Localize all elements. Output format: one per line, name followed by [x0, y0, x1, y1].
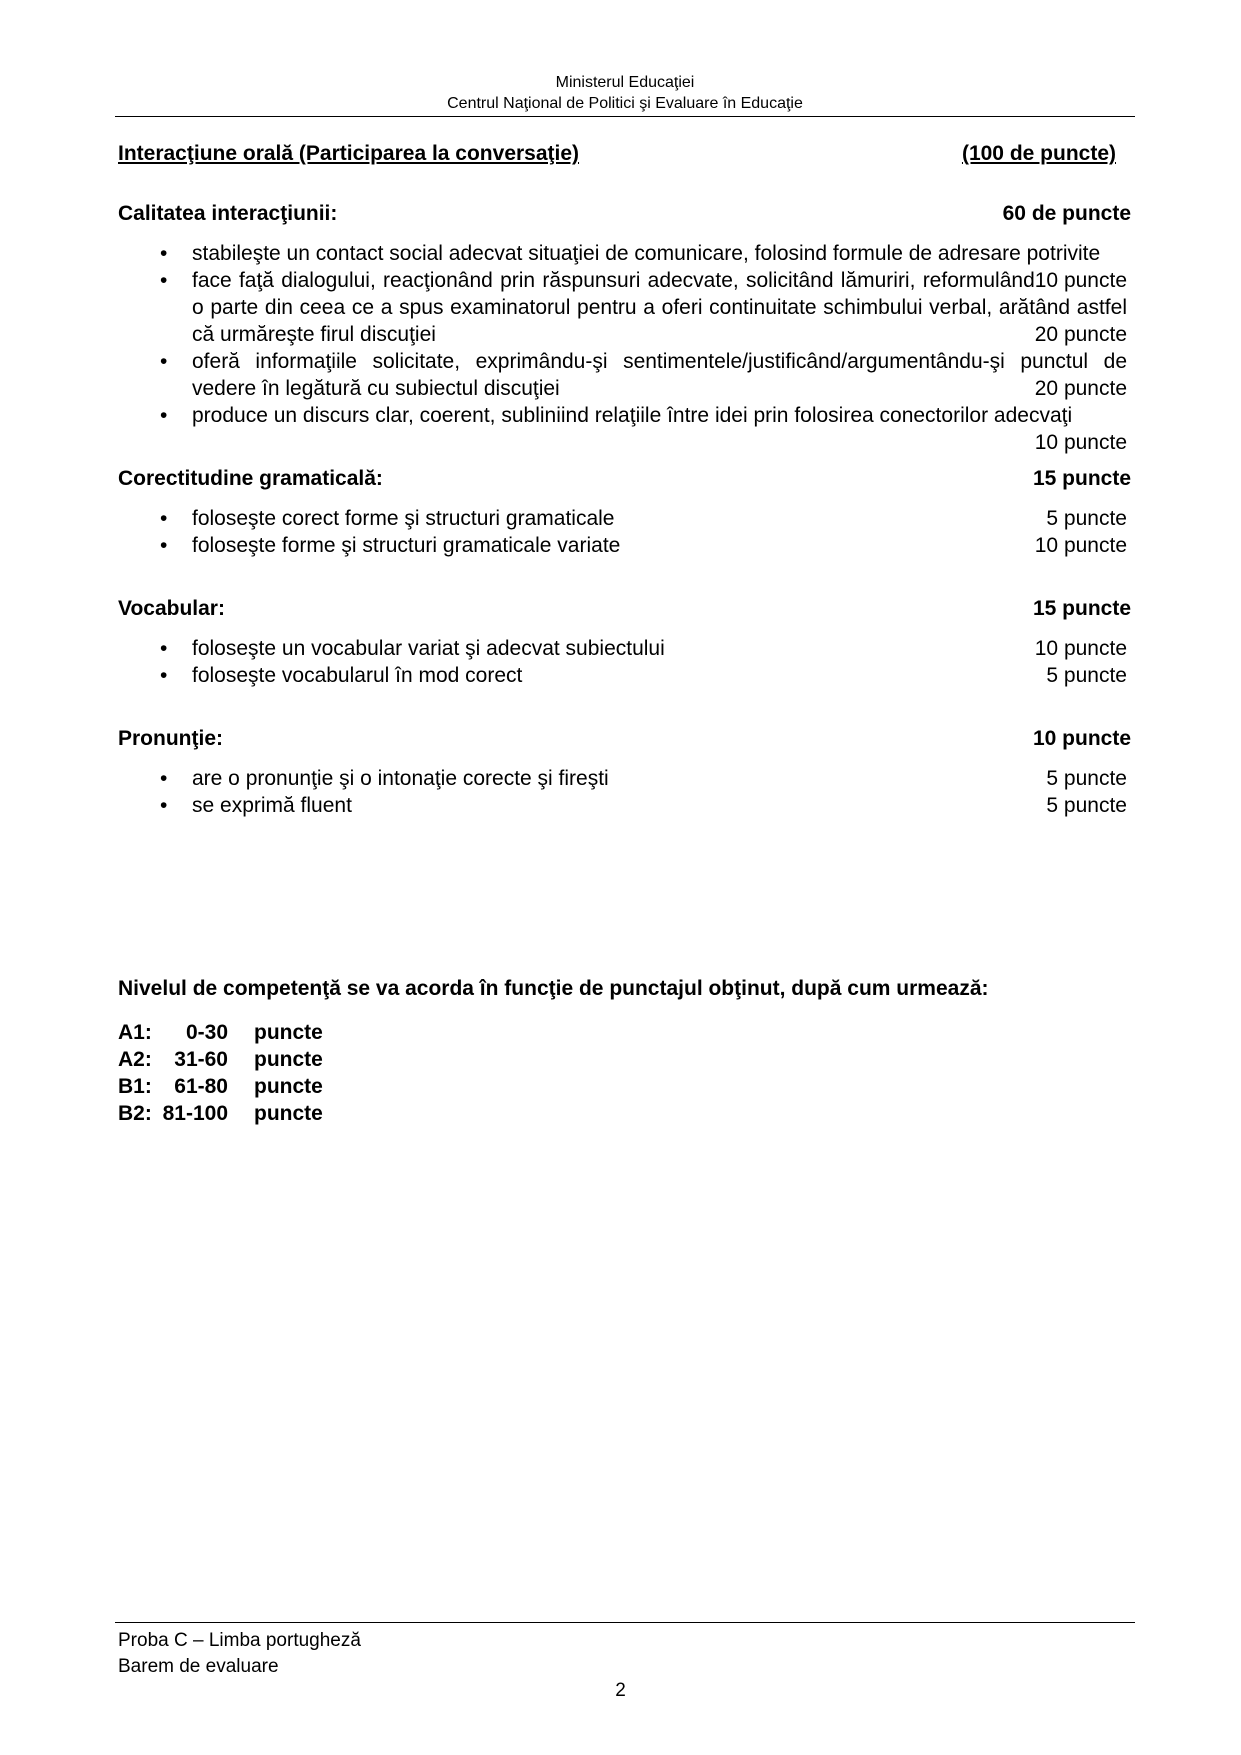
footer-exam-name: Proba C – Limba portugheză	[118, 1630, 361, 1651]
footer-doc-type: Barem de evaluare	[118, 1656, 279, 1677]
header-center: Centrul Naţional de Politici şi Evaluare în Educaţie	[447, 95, 803, 112]
competence-levels	[118, 1019, 1131, 1127]
section-heading	[118, 727, 1131, 751]
criterion-points: 20 puncte	[1034, 323, 1127, 346]
level-range: 31-60	[174, 1048, 228, 1071]
criterion-text: are o pronunţie şi o intonaţie corecte şi fireşti	[192, 767, 609, 790]
level-unit: puncte	[254, 1075, 323, 1098]
section-heading	[118, 202, 1131, 226]
criterion-text: oferă informaţiile solicitate, exprimându-şi sentimentele/justificând/argumentându-şi punctul de vedere în legătură cu subiectul discuţiei	[192, 350, 1127, 400]
list-item	[118, 402, 1131, 454]
criterion-text: produce un discurs clar, coerent, subliniind relaţiile între idei prin folosirea conectorilor adecvaţi	[192, 404, 1073, 427]
bullet-icon: •	[160, 794, 168, 817]
list-item	[118, 267, 1131, 348]
list-item	[118, 348, 1131, 402]
level-unit: puncte	[254, 1102, 323, 1125]
level-code: A1:	[118, 1021, 152, 1044]
bullet-icon: •	[160, 350, 168, 373]
criterion-text: foloseşte vocabularul în mod corect	[192, 664, 523, 687]
section-points: 15 puncte	[1032, 467, 1131, 490]
criteria-list	[118, 505, 1131, 559]
criterion-text: stabileşte un contact social adecvat situaţiei de comunicare, folosind formule de adresare potrivite	[192, 242, 1101, 265]
section-points: 60 de puncte	[1002, 202, 1131, 225]
section-heading	[118, 467, 1131, 491]
level-row	[118, 1073, 1131, 1100]
list-item	[118, 792, 1131, 819]
section-points: 15 puncte	[1032, 597, 1131, 620]
bullet-icon: •	[160, 534, 168, 557]
footer-divider	[115, 1622, 1135, 1623]
level-code: B2:	[118, 1102, 152, 1125]
level-range: 61-80	[174, 1075, 228, 1098]
section-title: Corectitudine gramaticală:	[118, 467, 383, 490]
section-points: 10 puncte	[1032, 727, 1131, 750]
sections-container	[118, 202, 1131, 819]
criteria-list	[118, 635, 1131, 689]
bullet-icon: •	[160, 664, 168, 687]
criteria-section	[118, 727, 1131, 819]
criteria-list	[118, 240, 1131, 454]
main-title	[118, 142, 1116, 166]
list-item	[118, 532, 1131, 559]
list-item	[118, 505, 1131, 532]
main-title-points: (100 de puncte)	[961, 142, 1116, 165]
criterion-points: 5 puncte	[1046, 767, 1127, 790]
header-ministry: Ministerul Educaţiei	[555, 74, 695, 91]
section-heading	[118, 597, 1131, 621]
criterion-points: 10 puncte	[1034, 534, 1127, 557]
criterion-text: se exprimă fluent	[192, 794, 352, 817]
level-range: 0-30	[185, 1021, 228, 1044]
criterion-points: 5 puncte	[1046, 664, 1127, 687]
section-title: Pronunţie:	[118, 727, 223, 750]
page-footer	[118, 1628, 361, 1680]
main-title-label: Interacţiune orală (Participarea la conversaţie)	[118, 142, 580, 165]
level-code: A2:	[118, 1048, 152, 1071]
level-row	[118, 1046, 1131, 1073]
criteria-list	[118, 765, 1131, 819]
bullet-icon: •	[160, 269, 168, 292]
criterion-points: 20 puncte	[1034, 377, 1127, 400]
criterion-text: face faţă dialogului, reacţionând prin răspunsuri adecvate, solicitând lămuriri, reformulând o parte din ceea ce a spus examinatorul pentru a oferi continuitate schimbului verbal, arătând astfel că urmăreşte firul discuţiei	[192, 269, 1127, 346]
section-title: Calitatea interacţiunii:	[118, 202, 338, 225]
level-row	[118, 1019, 1131, 1046]
page-header	[115, 72, 1135, 114]
level-range: 81-100	[162, 1102, 228, 1125]
level-code: B1:	[118, 1075, 152, 1098]
criteria-section	[118, 202, 1131, 454]
level-row	[118, 1100, 1131, 1127]
criteria-section	[118, 597, 1131, 689]
criterion-points: 5 puncte	[1046, 794, 1127, 817]
criteria-section	[118, 467, 1131, 559]
list-item	[118, 635, 1131, 662]
bullet-icon: •	[160, 767, 168, 790]
criterion-points: 10 puncte	[1034, 637, 1127, 660]
level-unit: puncte	[254, 1021, 323, 1044]
header-divider	[115, 116, 1135, 117]
level-unit: puncte	[254, 1048, 323, 1071]
criterion-points: 10 puncte	[1034, 269, 1127, 292]
criterion-text: foloseşte forme şi structuri gramaticale variate	[192, 534, 621, 557]
criterion-text: foloseşte corect forme şi structuri gramaticale	[192, 507, 615, 530]
competence-title: Nivelul de competenţă se va acorda în funcţie de punctajul obţinut, după cum urmează:	[118, 977, 989, 1000]
bullet-icon: •	[160, 637, 168, 660]
criterion-text: foloseşte un vocabular variat şi adecvat subiectului	[192, 637, 665, 660]
bullet-icon: •	[160, 404, 168, 427]
list-item	[118, 765, 1131, 792]
criterion-points: 10 puncte	[1034, 431, 1127, 454]
list-item	[118, 240, 1131, 292]
bullet-icon: •	[160, 507, 168, 530]
section-title: Vocabular:	[118, 597, 225, 620]
list-item	[118, 662, 1131, 689]
criterion-points: 5 puncte	[1046, 507, 1127, 530]
document-body	[118, 142, 1131, 1127]
bullet-icon: •	[160, 242, 168, 265]
page-number: 2	[615, 1680, 626, 1701]
